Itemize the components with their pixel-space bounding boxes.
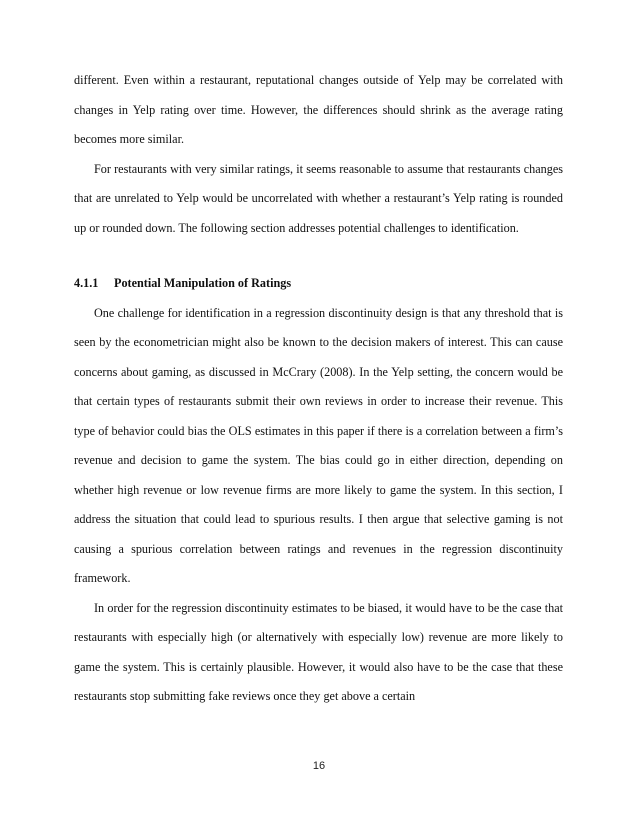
paragraph-bias-conditions: In order for the regression discontinuity estimates to be biased, it would have to be the case that restaurants with especially high (or alternatively with especially low) revenue are more likely to game the system. This is certainly plausible. However, it would also have to be the case that these restaurants stop submitting fake reviews once they get above a certain (74, 600, 563, 703)
paragraph-identification-challenge: One challenge for identification in a regression discontinuity design is that any threshold that is seen by the econometrician might also be known to the decision makers of interest. This can cause concerns about gaming, as discussed in McCrary (2008). In the Yelp setting, the concern would be that certain types of restaurants submit their own reviews in order to increase their revenue. This type of behavior could bias the OLS estimates in this paper if there is a correlation between a firm’s revenue and decision to game the system. The bias could go in either direction, depending on whether high revenue or low revenue firms are more likely to game the system. In this section, I address the situation that could lead to spurious results. I then argue that selective gaming is not causing a spurious correlation between ratings and revenues in the regression discontinuity framework. (74, 305, 563, 585)
paragraph-continuation: different. Even within a restaurant, reputational changes outside of Yelp may be correlated with changes in Yelp rating over time. However, the differences should shrink as the average rating becomes more similar. (74, 73, 563, 146)
section-heading (74, 269, 563, 299)
paragraph-similar-ratings: For restaurants with very similar ratings, it seems reasonable to assume that restaurants changes that are unrelated to Yelp would be uncorrelated with whether a restaurant’s Yelp rating is rounded up or rounded down. The following section addresses potential challenges to identification. (74, 161, 563, 235)
page-number: 16 (312, 760, 326, 772)
section-number: 4.1.1 (74, 276, 99, 290)
section-title: Potential Manipulation of Ratings (114, 276, 292, 290)
section-spacer (74, 243, 563, 269)
page-body (74, 66, 563, 712)
